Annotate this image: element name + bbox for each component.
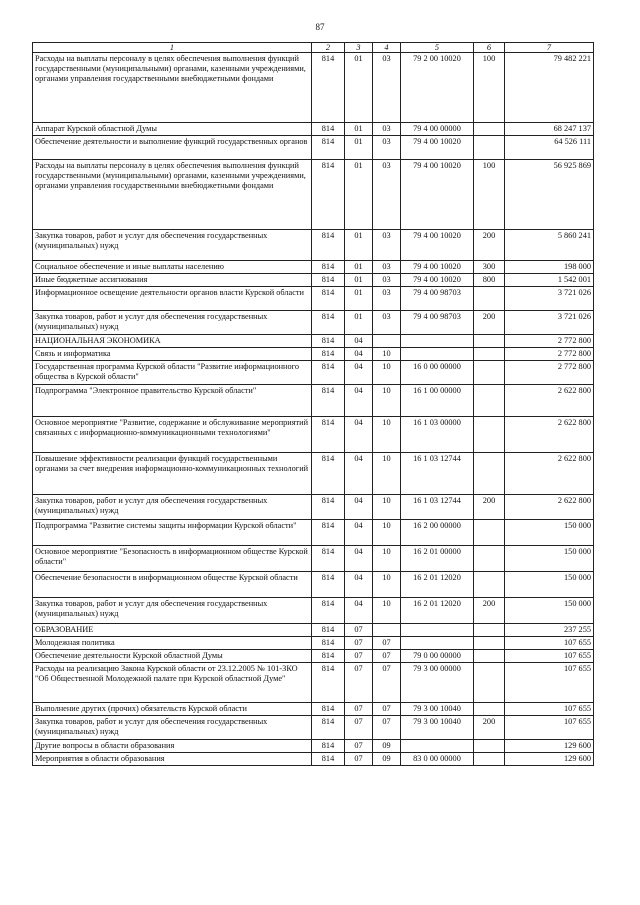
row-expense-type: 200 bbox=[474, 598, 505, 624]
row-name: ОБРАЗОВАНИЕ bbox=[33, 624, 312, 637]
table-row bbox=[33, 361, 594, 385]
row-section-code: 01 bbox=[345, 230, 373, 261]
row-section-code: 04 bbox=[345, 417, 373, 453]
row-subsection-code: 07 bbox=[373, 650, 401, 663]
row-admin-code: 814 bbox=[312, 572, 345, 598]
row-subsection-code bbox=[373, 335, 401, 348]
row-target-code: 79 4 00 00000 bbox=[401, 123, 474, 136]
row-name: Государственная программа Курской области "Развитие информационного общества в Курской области" bbox=[33, 361, 312, 385]
header-cell: 1 bbox=[33, 43, 312, 53]
row-subsection-code: 10 bbox=[373, 453, 401, 495]
row-admin-code: 814 bbox=[312, 703, 345, 716]
row-expense-type bbox=[474, 453, 505, 495]
row-expense-type bbox=[474, 740, 505, 753]
row-name: Повышение эффективности реализации функций государственными органами за счет внедрения информационно-коммуникационных технологий bbox=[33, 453, 312, 495]
row-admin-code: 814 bbox=[312, 495, 345, 520]
row-target-code: 79 4 00 10020 bbox=[401, 230, 474, 261]
row-section-code: 04 bbox=[345, 546, 373, 572]
row-amount: 2 622 800 bbox=[505, 495, 594, 520]
table-row bbox=[33, 703, 594, 716]
table-row bbox=[33, 740, 594, 753]
row-target-code: 79 2 00 10020 bbox=[401, 53, 474, 123]
row-subsection-code: 03 bbox=[373, 53, 401, 123]
table-row bbox=[33, 274, 594, 287]
row-name: Основное мероприятие "Развитие, содержание и обслуживание мероприятий связанных с информационно-коммуникационными технологиями" bbox=[33, 417, 312, 453]
row-name: Основное мероприятие "Безопасность в информационном обществе Курской области" bbox=[33, 546, 312, 572]
row-expense-type bbox=[474, 417, 505, 453]
row-admin-code: 814 bbox=[312, 663, 345, 703]
row-amount: 107 655 bbox=[505, 637, 594, 650]
row-admin-code: 814 bbox=[312, 417, 345, 453]
row-section-code: 04 bbox=[345, 453, 373, 495]
row-target-code bbox=[401, 624, 474, 637]
row-subsection-code: 03 bbox=[373, 311, 401, 335]
row-amount: 129 600 bbox=[505, 753, 594, 766]
row-expense-type bbox=[474, 703, 505, 716]
row-expense-type bbox=[474, 753, 505, 766]
row-subsection-code: 03 bbox=[373, 261, 401, 274]
row-section-code: 07 bbox=[345, 753, 373, 766]
row-section-code: 07 bbox=[345, 624, 373, 637]
row-section-code: 01 bbox=[345, 136, 373, 160]
table-row bbox=[33, 650, 594, 663]
table-row bbox=[33, 624, 594, 637]
row-section-code: 04 bbox=[345, 520, 373, 546]
table-row bbox=[33, 417, 594, 453]
row-amount: 107 655 bbox=[505, 703, 594, 716]
row-admin-code: 814 bbox=[312, 287, 345, 311]
row-amount: 56 925 869 bbox=[505, 160, 594, 230]
row-section-code: 04 bbox=[345, 598, 373, 624]
row-admin-code: 814 bbox=[312, 261, 345, 274]
row-subsection-code: 09 bbox=[373, 740, 401, 753]
row-target-code: 16 1 03 12744 bbox=[401, 495, 474, 520]
row-target-code: 79 3 00 00000 bbox=[401, 663, 474, 703]
row-name: Подпрограмма "Электронное правительство Курской области" bbox=[33, 385, 312, 417]
row-admin-code: 814 bbox=[312, 753, 345, 766]
row-target-code bbox=[401, 637, 474, 650]
row-subsection-code: 07 bbox=[373, 703, 401, 716]
row-name: Молодежная политика bbox=[33, 637, 312, 650]
header-cell: 2 bbox=[312, 43, 345, 53]
row-admin-code: 814 bbox=[312, 637, 345, 650]
row-name: Расходы на выплаты персоналу в целях обеспечения выполнения функций государственными (муниципальными) органами, казенными учреждениями, органами управления государственными внебюджетными фондами bbox=[33, 53, 312, 123]
row-admin-code: 814 bbox=[312, 520, 345, 546]
row-name: Мероприятия в области образования bbox=[33, 753, 312, 766]
row-target-code: 79 4 00 98703 bbox=[401, 311, 474, 335]
row-section-code: 01 bbox=[345, 123, 373, 136]
table-row bbox=[33, 453, 594, 495]
table-row bbox=[33, 261, 594, 274]
row-target-code: 79 3 00 10040 bbox=[401, 703, 474, 716]
row-subsection-code: 10 bbox=[373, 417, 401, 453]
row-admin-code: 814 bbox=[312, 136, 345, 160]
row-expense-type bbox=[474, 348, 505, 361]
budget-table-body bbox=[33, 43, 594, 766]
row-amount: 150 000 bbox=[505, 546, 594, 572]
table-row bbox=[33, 637, 594, 650]
row-name: Аппарат Курской областной Думы bbox=[33, 123, 312, 136]
row-section-code: 04 bbox=[345, 572, 373, 598]
row-subsection-code: 03 bbox=[373, 160, 401, 230]
row-expense-type bbox=[474, 361, 505, 385]
row-expense-type bbox=[474, 650, 505, 663]
row-admin-code: 814 bbox=[312, 361, 345, 385]
row-name: Закупка товаров, работ и услуг для обеспечения государственных (муниципальных) нужд bbox=[33, 598, 312, 624]
header-cell: 7 bbox=[505, 43, 594, 53]
row-section-code: 01 bbox=[345, 261, 373, 274]
row-name: Подпрограмма "Развитие системы защиты информации Курской области" bbox=[33, 520, 312, 546]
row-subsection-code: 10 bbox=[373, 598, 401, 624]
row-amount: 68 247 137 bbox=[505, 123, 594, 136]
row-amount: 79 482 221 bbox=[505, 53, 594, 123]
row-name: Расходы на выплаты персоналу в целях обеспечения выполнения функций государственными (муниципальными) органами, казенными учреждениями, органами управления государственными внебюджетными фондами bbox=[33, 160, 312, 230]
table-row bbox=[33, 123, 594, 136]
row-target-code: 16 1 00 00000 bbox=[401, 385, 474, 417]
row-target-code: 79 4 00 10020 bbox=[401, 160, 474, 230]
row-subsection-code: 03 bbox=[373, 136, 401, 160]
row-target-code: 79 4 00 10020 bbox=[401, 261, 474, 274]
row-section-code: 01 bbox=[345, 274, 373, 287]
table-row bbox=[33, 311, 594, 335]
row-target-code: 16 2 01 12020 bbox=[401, 598, 474, 624]
table-row bbox=[33, 753, 594, 766]
row-expense-type: 200 bbox=[474, 230, 505, 261]
row-name: Информационное освещение деятельности органов власти Курской области bbox=[33, 287, 312, 311]
row-amount: 1 542 001 bbox=[505, 274, 594, 287]
row-name: Обеспечение безопасности в информационном обществе Курской области bbox=[33, 572, 312, 598]
table-row bbox=[33, 230, 594, 261]
table-row bbox=[33, 716, 594, 740]
row-amount: 2 772 800 bbox=[505, 335, 594, 348]
header-cell: 5 bbox=[401, 43, 474, 53]
row-section-code: 01 bbox=[345, 287, 373, 311]
table-row bbox=[33, 160, 594, 230]
row-admin-code: 814 bbox=[312, 311, 345, 335]
row-expense-type bbox=[474, 546, 505, 572]
row-admin-code: 814 bbox=[312, 546, 345, 572]
row-name: Иные бюджетные ассигнования bbox=[33, 274, 312, 287]
row-expense-type bbox=[474, 572, 505, 598]
row-name: Другие вопросы в области образования bbox=[33, 740, 312, 753]
row-subsection-code: 10 bbox=[373, 546, 401, 572]
row-target-code: 16 0 00 00000 bbox=[401, 361, 474, 385]
row-admin-code: 814 bbox=[312, 385, 345, 417]
row-expense-type: 800 bbox=[474, 274, 505, 287]
row-target-code: 16 1 03 12744 bbox=[401, 453, 474, 495]
row-target-code: 79 4 00 10020 bbox=[401, 274, 474, 287]
row-subsection-code: 10 bbox=[373, 361, 401, 385]
table-row bbox=[33, 287, 594, 311]
row-expense-type bbox=[474, 663, 505, 703]
row-amount: 3 721 026 bbox=[505, 311, 594, 335]
table-row bbox=[33, 546, 594, 572]
row-amount: 150 000 bbox=[505, 520, 594, 546]
row-expense-type bbox=[474, 335, 505, 348]
row-amount: 129 600 bbox=[505, 740, 594, 753]
row-section-code: 04 bbox=[345, 361, 373, 385]
row-target-code: 79 4 00 10020 bbox=[401, 136, 474, 160]
row-name: Выполнение других (прочих) обязательств Курской области bbox=[33, 703, 312, 716]
row-subsection-code: 10 bbox=[373, 348, 401, 361]
row-name: Социальное обеспечение и иные выплаты населению bbox=[33, 261, 312, 274]
row-subsection-code: 10 bbox=[373, 520, 401, 546]
page-number: 87 bbox=[315, 22, 325, 32]
row-section-code: 07 bbox=[345, 716, 373, 740]
row-section-code: 07 bbox=[345, 663, 373, 703]
row-admin-code: 814 bbox=[312, 624, 345, 637]
row-amount: 3 721 026 bbox=[505, 287, 594, 311]
row-amount: 107 655 bbox=[505, 716, 594, 740]
row-subsection-code: 03 bbox=[373, 123, 401, 136]
row-target-code: 83 0 00 00000 bbox=[401, 753, 474, 766]
row-target-code: 16 2 00 00000 bbox=[401, 520, 474, 546]
row-expense-type: 200 bbox=[474, 716, 505, 740]
row-section-code: 01 bbox=[345, 160, 373, 230]
header-cell: 6 bbox=[474, 43, 505, 53]
table-row bbox=[33, 520, 594, 546]
row-expense-type: 100 bbox=[474, 160, 505, 230]
table-row bbox=[33, 335, 594, 348]
row-expense-type bbox=[474, 123, 505, 136]
budget-table bbox=[32, 42, 594, 766]
row-amount: 2 622 800 bbox=[505, 453, 594, 495]
row-target-code bbox=[401, 335, 474, 348]
row-admin-code: 814 bbox=[312, 650, 345, 663]
row-amount: 107 655 bbox=[505, 663, 594, 703]
row-admin-code: 814 bbox=[312, 348, 345, 361]
row-amount: 107 655 bbox=[505, 650, 594, 663]
table-row bbox=[33, 385, 594, 417]
row-name: Закупка товаров, работ и услуг для обеспечения государственных (муниципальных) нужд bbox=[33, 230, 312, 261]
row-target-code: 79 0 00 00000 bbox=[401, 650, 474, 663]
row-section-code: 01 bbox=[345, 53, 373, 123]
row-expense-type bbox=[474, 624, 505, 637]
row-name: Закупка товаров, работ и услуг для обеспечения государственных (муниципальных) нужд bbox=[33, 495, 312, 520]
row-amount: 2 772 800 bbox=[505, 348, 594, 361]
row-subsection-code: 10 bbox=[373, 385, 401, 417]
row-amount: 2 622 800 bbox=[505, 417, 594, 453]
row-subsection-code: 07 bbox=[373, 716, 401, 740]
row-target-code: 16 1 03 00000 bbox=[401, 417, 474, 453]
row-admin-code: 814 bbox=[312, 274, 345, 287]
table-row bbox=[33, 53, 594, 123]
row-subsection-code: 07 bbox=[373, 663, 401, 703]
row-name: НАЦИОНАЛЬНАЯ ЭКОНОМИКА bbox=[33, 335, 312, 348]
header-cell: 4 bbox=[373, 43, 401, 53]
row-subsection-code: 03 bbox=[373, 230, 401, 261]
row-amount: 150 000 bbox=[505, 598, 594, 624]
row-expense-type bbox=[474, 136, 505, 160]
row-section-code: 01 bbox=[345, 311, 373, 335]
row-admin-code: 814 bbox=[312, 53, 345, 123]
row-amount: 150 000 bbox=[505, 572, 594, 598]
row-expense-type: 300 bbox=[474, 261, 505, 274]
row-subsection-code: 03 bbox=[373, 287, 401, 311]
row-subsection-code: 07 bbox=[373, 637, 401, 650]
row-subsection-code bbox=[373, 624, 401, 637]
row-expense-type bbox=[474, 385, 505, 417]
row-section-code: 07 bbox=[345, 740, 373, 753]
table-row bbox=[33, 663, 594, 703]
row-target-code: 79 4 00 98703 bbox=[401, 287, 474, 311]
row-admin-code: 814 bbox=[312, 160, 345, 230]
row-target-code: 16 2 01 00000 bbox=[401, 546, 474, 572]
row-name: Закупка товаров, работ и услуг для обеспечения государственных (муниципальных) нужд bbox=[33, 311, 312, 335]
row-expense-type bbox=[474, 520, 505, 546]
row-section-code: 07 bbox=[345, 637, 373, 650]
row-amount: 64 526 111 bbox=[505, 136, 594, 160]
row-amount: 5 860 241 bbox=[505, 230, 594, 261]
row-admin-code: 814 bbox=[312, 230, 345, 261]
table-row bbox=[33, 495, 594, 520]
row-expense-type: 200 bbox=[474, 311, 505, 335]
row-name: Обеспечение деятельности и выполнение функций государственных органов bbox=[33, 136, 312, 160]
row-expense-type: 100 bbox=[474, 53, 505, 123]
row-amount: 2 622 800 bbox=[505, 385, 594, 417]
row-admin-code: 814 bbox=[312, 335, 345, 348]
row-expense-type bbox=[474, 287, 505, 311]
row-admin-code: 814 bbox=[312, 740, 345, 753]
row-expense-type bbox=[474, 637, 505, 650]
row-name: Расходы на реализацию Закона Курской области от 23.12.2005 № 101-ЗКО "Об Общественной Молодежной палате при Курской областной Думе" bbox=[33, 663, 312, 703]
row-section-code: 07 bbox=[345, 650, 373, 663]
row-subsection-code: 10 bbox=[373, 572, 401, 598]
row-section-code: 04 bbox=[345, 348, 373, 361]
row-name: Связь и информатика bbox=[33, 348, 312, 361]
row-expense-type: 200 bbox=[474, 495, 505, 520]
table-row bbox=[33, 598, 594, 624]
table-row bbox=[33, 136, 594, 160]
row-admin-code: 814 bbox=[312, 453, 345, 495]
row-admin-code: 814 bbox=[312, 123, 345, 136]
row-subsection-code: 10 bbox=[373, 495, 401, 520]
row-admin-code: 814 bbox=[312, 716, 345, 740]
row-target-code bbox=[401, 348, 474, 361]
header-cell: 3 bbox=[345, 43, 373, 53]
row-section-code: 07 bbox=[345, 703, 373, 716]
row-amount: 198 000 bbox=[505, 261, 594, 274]
row-target-code: 16 2 01 12020 bbox=[401, 572, 474, 598]
row-subsection-code: 09 bbox=[373, 753, 401, 766]
table-row bbox=[33, 348, 594, 361]
row-admin-code: 814 bbox=[312, 598, 345, 624]
row-section-code: 04 bbox=[345, 335, 373, 348]
header-row bbox=[33, 43, 594, 53]
row-amount: 2 772 800 bbox=[505, 361, 594, 385]
row-target-code bbox=[401, 740, 474, 753]
row-name: Обеспечение деятельности Курской областной Думы bbox=[33, 650, 312, 663]
row-section-code: 04 bbox=[345, 385, 373, 417]
row-subsection-code: 03 bbox=[373, 274, 401, 287]
row-section-code: 04 bbox=[345, 495, 373, 520]
row-name: Закупка товаров, работ и услуг для обеспечения государственных (муниципальных) нужд bbox=[33, 716, 312, 740]
row-amount: 237 255 bbox=[505, 624, 594, 637]
table-row bbox=[33, 572, 594, 598]
row-target-code: 79 3 00 10040 bbox=[401, 716, 474, 740]
